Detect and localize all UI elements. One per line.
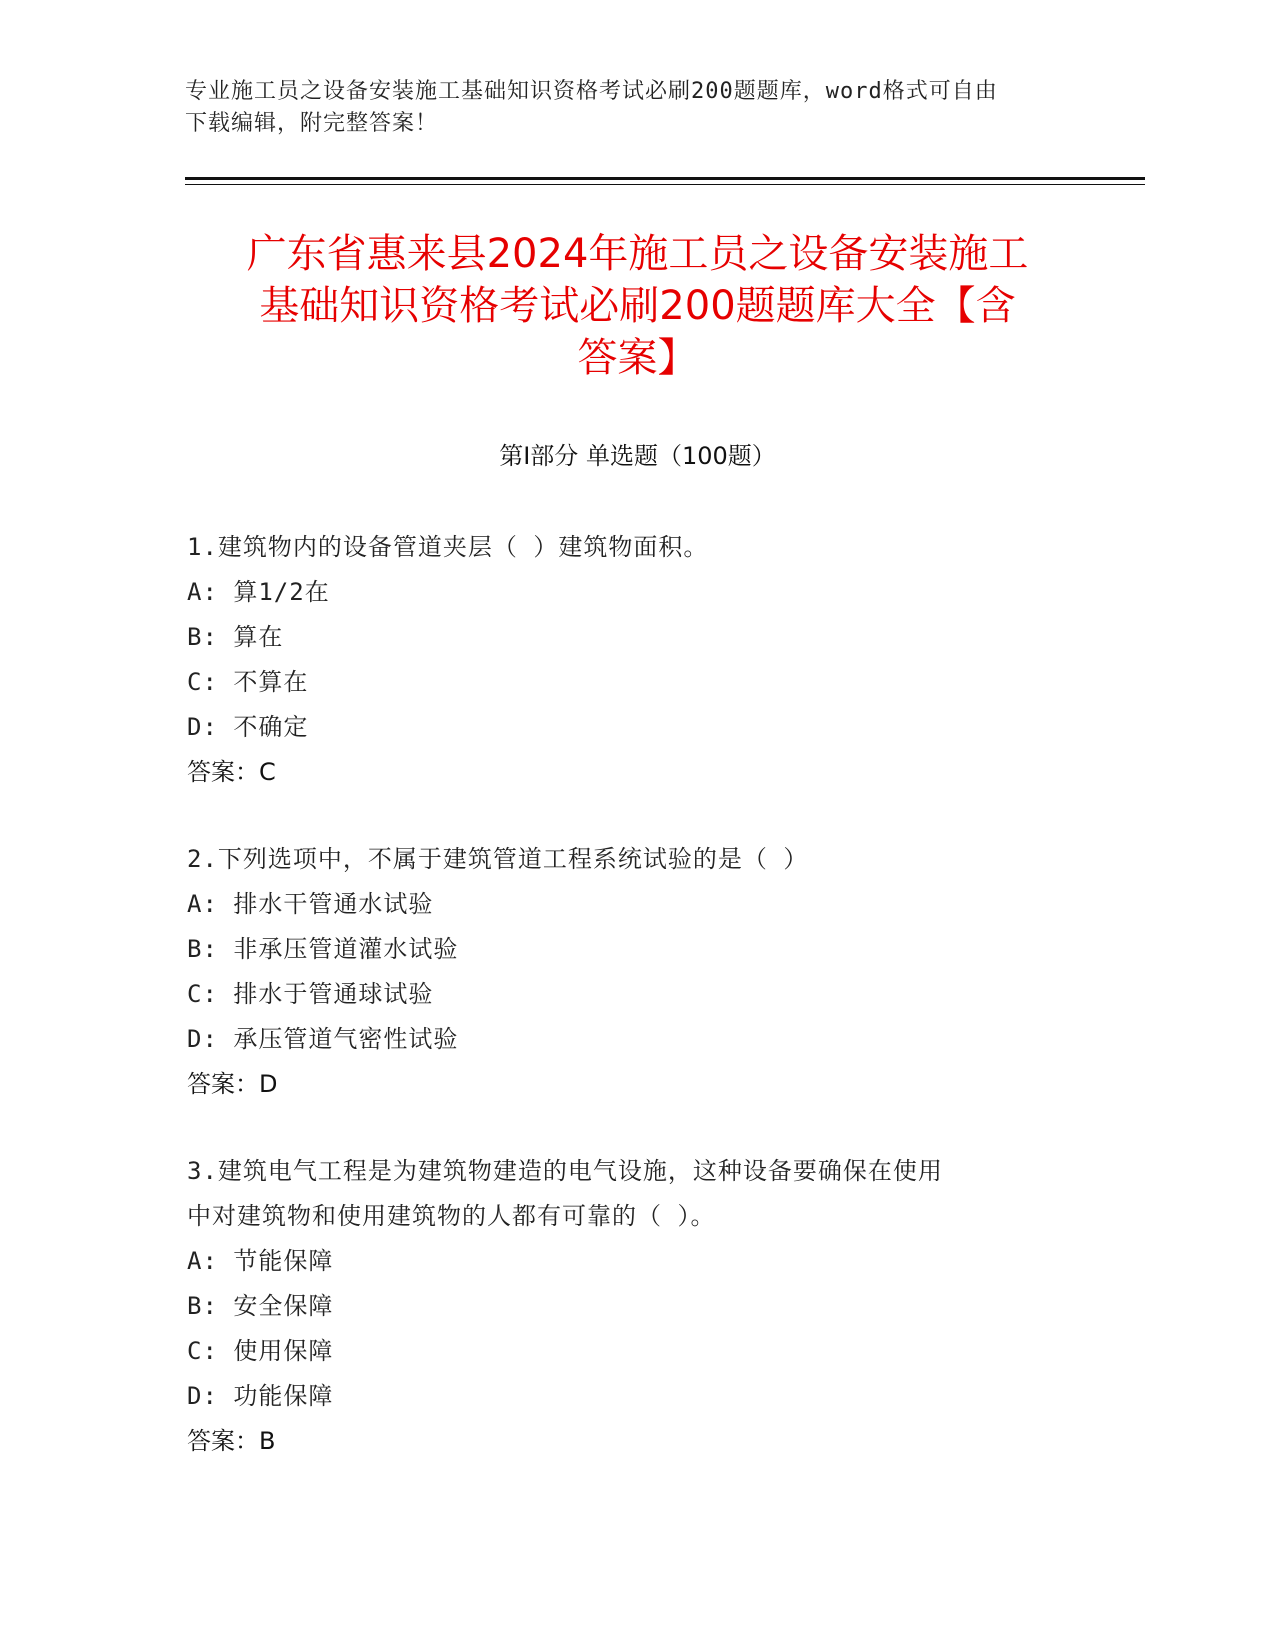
answer: 答案：D <box>187 1070 278 1098</box>
option-c: C: 排水于管通球试验 <box>187 980 434 1008</box>
document-title-line-1: 广东省惠来县2024年施工员之设备安装施工 <box>246 231 1029 277</box>
option-a: A: 节能保障 <box>187 1247 334 1275</box>
option-b: B: 安全保障 <box>187 1292 334 1320</box>
question-stem: 2.下列选项中，不属于建筑管道工程系统试验的是（ ） <box>187 845 809 873</box>
option-d: D: 不确定 <box>187 713 309 741</box>
option-a: A: 排水干管通水试验 <box>187 890 434 918</box>
option-b: B: 非承压管道灌水试验 <box>187 935 459 963</box>
document-title-line-2: 基础知识资格考试必刷200题题库大全【含 <box>259 283 1016 329</box>
option-a: A: 算1/2在 <box>187 578 330 606</box>
question-3 <box>187 1149 1087 1464</box>
question-list <box>187 525 1087 1506</box>
question-stem: 1.建筑物内的设备管道夹层（ ）建筑物面积。 <box>187 533 709 561</box>
question-stem-line-2: 中对建筑物和使用建筑物的人都有可靠的（ ）。 <box>187 1202 716 1230</box>
option-c: C: 不算在 <box>187 668 309 696</box>
answer: 答案：B <box>187 1427 276 1455</box>
question-1 <box>187 525 1087 795</box>
header-note-line-1: 专业施工员之设备安装施工基础知识资格考试必刷200题题库，word格式可自由 <box>185 79 998 104</box>
question-2 <box>187 837 1087 1107</box>
option-b: B: 算在 <box>187 623 284 651</box>
section-heading: 第Ⅰ部分 单选题（100题） <box>499 442 776 470</box>
header-divider-thick <box>185 177 1145 180</box>
document-title-line-3: 答案】 <box>577 335 698 381</box>
header-note <box>185 76 1085 140</box>
option-c: C: 使用保障 <box>187 1337 334 1365</box>
option-d: D: 功能保障 <box>187 1382 334 1410</box>
question-stem-line-1: 3.建筑电气工程是为建筑物建造的电气设施，这种设备要确保在使用 <box>187 1157 943 1185</box>
document-title <box>160 228 1115 384</box>
header-note-line-2: 下载编辑，附完整答案！ <box>185 111 439 136</box>
header-divider-thin <box>185 184 1145 185</box>
option-d: D: 承压管道气密性试验 <box>187 1025 459 1053</box>
answer: 答案：C <box>187 758 276 786</box>
